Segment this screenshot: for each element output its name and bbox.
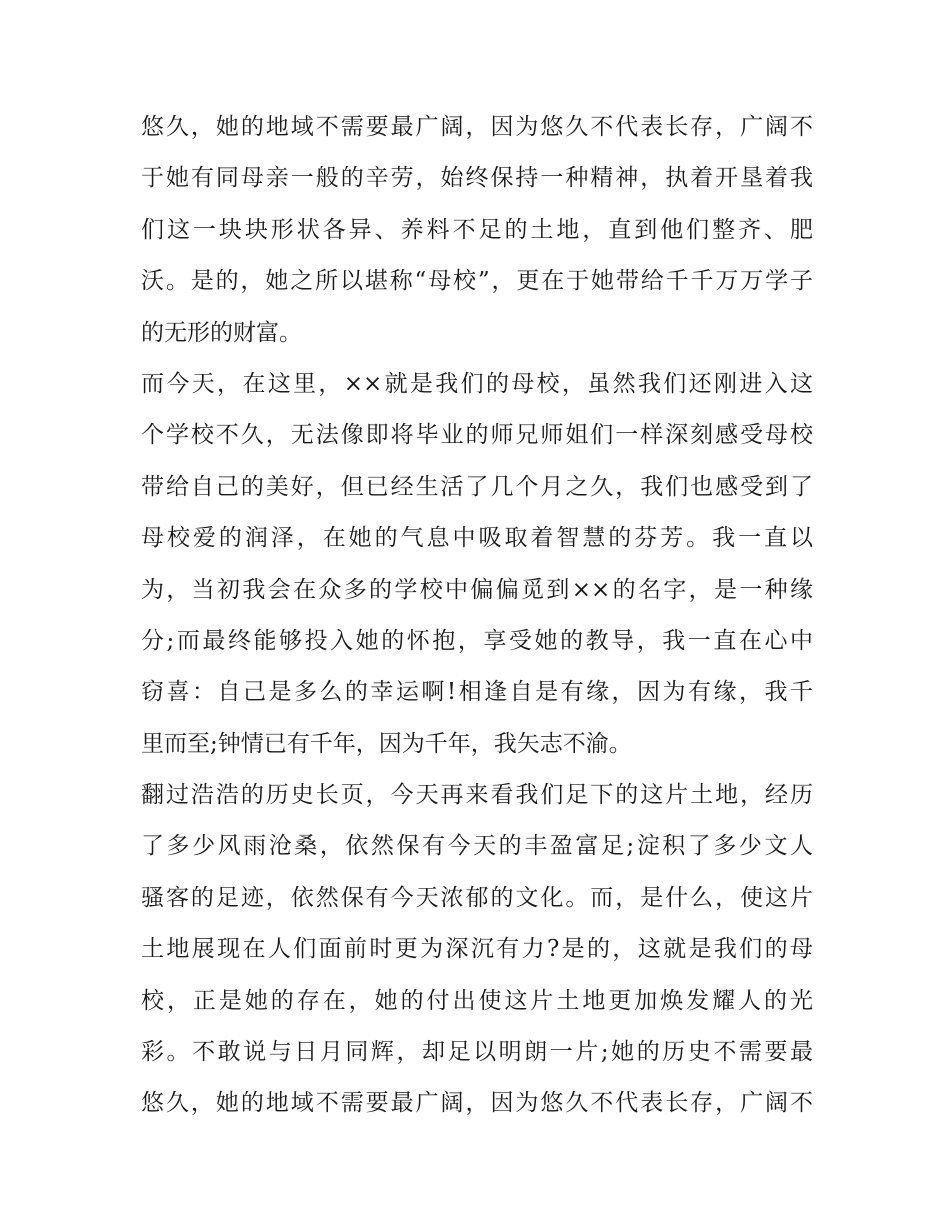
text-line: 彩。不敢说与日月同辉，却足以明朗一片;她的历史不需要最 <box>141 1039 813 1066</box>
text-line: 土地展现在人们面前时更为深沉有力?是的，这就是我们的母 <box>141 936 813 963</box>
text-line: 里而至;钟情已有千年，因为千年，我矢志不渝。 <box>141 730 632 757</box>
body-text <box>141 102 813 1130</box>
text-line: 了多少风雨沧桑，依然保有今天的丰盈富足;淀积了多少文人 <box>141 833 813 860</box>
text-line: 而今天，在这里，××就是我们的母校，虽然我们还刚进入这 <box>141 370 813 397</box>
text-line: 校，正是她的存在，她的付出使这片土地更加焕发耀人的光 <box>141 987 813 1014</box>
text-line: 分;而最终能够投入她的怀抱，享受她的教导，我一直在心中 <box>141 627 813 654</box>
text-line: 悠久，她的地域不需要最广阔，因为悠久不代表长存，广阔不 <box>141 114 813 140</box>
text-line: 沃。是的，她之所以堪称“母校”，更在于她带给千千万万学子 <box>141 268 813 295</box>
text-line: 个学校不久，无法像即将毕业的师兄师姐们一样深刻感受母校 <box>141 422 813 449</box>
text-line: 们这一块块形状各异、养料不足的土地，直到他们整齐、肥 <box>141 216 813 243</box>
text-line: 为，当初我会在众多的学校中偏偏觅到××的名字，是一种缘 <box>141 576 813 603</box>
text-line: 带给自己的美好，但已经生活了几个月之久，我们也感受到了 <box>141 473 813 500</box>
text-line: 母校爱的润泽，在她的气息中吸取着智慧的芬芳。我一直以 <box>141 525 813 552</box>
text-line: 于她有同母亲一般的辛劳，始终保持一种精神，执着开垦着我 <box>141 165 813 192</box>
text-line: 悠久，她的地域不需要最广阔，因为悠久不代表长存，广阔不 <box>141 1090 813 1117</box>
text-line: 骚客的足迹，依然保有今天浓郁的文化。而，是什么，使这片 <box>141 884 813 911</box>
text-line: 窃喜：自己是多么的幸运啊!相逢自是有缘，因为有缘，我千 <box>141 679 813 706</box>
text-line: 的无形的财富。 <box>141 319 302 346</box>
text-line: 翻过浩浩的历史长页，今天再来看我们足下的这片土地，经历 <box>141 782 813 809</box>
